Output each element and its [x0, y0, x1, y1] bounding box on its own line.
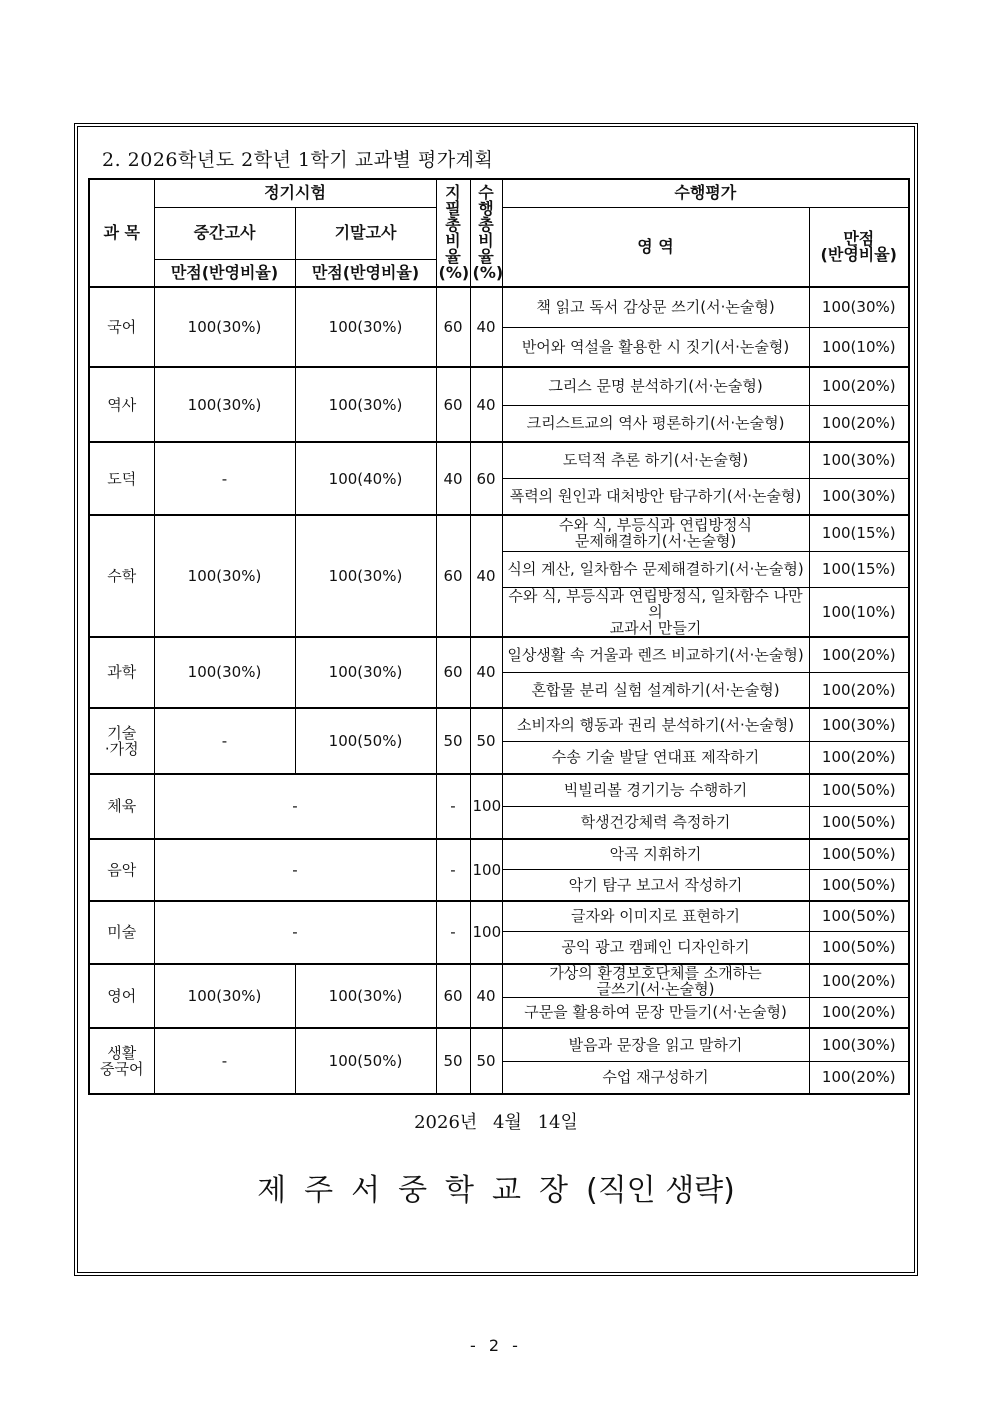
task-area [502, 807, 809, 839]
text-line: (%) [438, 263, 470, 282]
table-row [89, 637, 909, 673]
text-line: 그리스 문명 분석하기(서·논술형) [548, 377, 763, 396]
task-score: 100(20%) [809, 405, 909, 442]
task-area [502, 774, 809, 807]
table-row [89, 964, 909, 998]
text-line: 만점 [843, 228, 875, 248]
task-score: 100(50%) [809, 901, 909, 932]
midterm-score: 100(30%) [154, 964, 295, 1029]
midterm-score: 100(30%) [154, 367, 295, 442]
subject-name [89, 774, 154, 839]
text-line: 수와 식, 부등식과 연립방정식 [559, 516, 752, 535]
performance-ratio: 50 [470, 1028, 502, 1094]
task-score: 100(30%) [809, 442, 909, 478]
page-number: - 2 - [470, 1336, 522, 1355]
performance-ratio: 50 [470, 708, 502, 774]
subject-name [89, 515, 154, 637]
regular-exam-score: - [154, 839, 436, 901]
header-midterm-score: 만점(반영비율) [154, 259, 295, 287]
task-score: 100(30%) [809, 478, 909, 515]
text-line: 역사 [107, 395, 137, 414]
task-area [502, 442, 809, 478]
task-area [502, 673, 809, 708]
task-area [502, 932, 809, 964]
task-score: 100(50%) [809, 839, 909, 870]
task-area [502, 997, 809, 1028]
table-row [89, 287, 909, 327]
task-score: 100(20%) [809, 673, 909, 708]
task-score: 100(50%) [809, 807, 909, 839]
document-date: 2026년 4월 14일 [414, 1112, 578, 1133]
text-line: 폭력의 원인과 대처방안 탐구하기(서·논술형) [509, 487, 802, 506]
task-score: 100(20%) [809, 742, 909, 774]
header-performance: 수행평가 [502, 179, 909, 207]
header-area: 영 역 [502, 207, 809, 287]
written-ratio: 50 [436, 1028, 470, 1094]
header-written-total [436, 179, 470, 287]
task-area [502, 515, 809, 551]
task-area [502, 637, 809, 673]
task-score: 100(50%) [809, 870, 909, 901]
text-line: 학생건강체력 측정하기 [580, 813, 731, 832]
table-row [89, 1028, 909, 1061]
task-area [502, 839, 809, 870]
performance-ratio: 40 [470, 964, 502, 1029]
subject-name [89, 964, 154, 1029]
final-score: 100(40%) [295, 442, 436, 515]
table-row [89, 367, 909, 405]
task-score: 100(10%) [809, 327, 909, 367]
performance-ratio: 40 [470, 515, 502, 637]
text-line: (반영비율) [820, 244, 897, 264]
text-line: 수업 재구성하기 [602, 1068, 709, 1087]
task-score: 100(20%) [809, 964, 909, 998]
text-line: 지필 [445, 183, 461, 218]
text-line: 악곡 지휘하기 [609, 845, 702, 864]
task-score: 100(30%) [809, 708, 909, 742]
performance-ratio: 100 [470, 901, 502, 964]
task-score: 100(20%) [809, 637, 909, 673]
written-ratio: 60 [436, 367, 470, 442]
written-ratio: 60 [436, 287, 470, 367]
task-area [502, 742, 809, 774]
text-line: 가상의 환경보호단체를 소개하는 [549, 963, 762, 982]
text-line: 국어 [107, 318, 137, 336]
task-area [502, 587, 809, 637]
text-line: 비율 [445, 231, 461, 266]
performance-ratio: 40 [470, 367, 502, 442]
header-subject: 과 목 [89, 179, 154, 287]
midterm-score: 100(30%) [154, 637, 295, 708]
text-line: 글쓰기(서·논술형) [596, 979, 715, 998]
performance-ratio: 100 [470, 839, 502, 901]
task-score: 100(20%) [809, 367, 909, 405]
final-score: 100(30%) [295, 964, 436, 1029]
midterm-score: 100(30%) [154, 515, 295, 637]
text-line: 혼합물 분리 실험 설계하기(서·논술형) [531, 680, 780, 699]
section-title: 2. 2026학년도 2학년 1학기 교과별 평가계획 [102, 149, 494, 171]
text-line: 일상생활 속 거울과 렌즈 비교하기(서·논술형) [507, 645, 804, 664]
signer-note: (직인 생략) [586, 1173, 735, 1208]
text-line: 기술 [107, 723, 137, 742]
header-perf-score [809, 207, 909, 287]
text-line: 수송 기술 발달 연대표 제작하기 [551, 748, 760, 767]
table-row [89, 442, 909, 478]
task-score: 100(50%) [809, 774, 909, 807]
table-row [89, 515, 909, 551]
task-area [502, 708, 809, 742]
written-ratio: 50 [436, 708, 470, 774]
signer [0, 1165, 992, 1209]
task-score: 100(20%) [809, 997, 909, 1028]
table-row [89, 774, 909, 807]
task-area [502, 327, 809, 367]
text-line: 체육 [107, 797, 137, 815]
text-line: 반어와 역설을 활용한 시 짓기(서·논술형) [521, 337, 790, 356]
subject-name [89, 901, 154, 964]
task-area [502, 478, 809, 515]
text-line: 비율 [478, 231, 494, 266]
task-area [502, 1028, 809, 1061]
task-score: 100(15%) [809, 551, 909, 587]
midterm-score: - [154, 708, 295, 774]
text-line: 문제해결하기(서·논술형) [574, 532, 737, 551]
text-line: 책 읽고 독서 감상문 쓰기(서·논술형) [536, 298, 775, 317]
performance-ratio: 40 [470, 287, 502, 367]
text-line: 구문을 활용하여 문장 만들기(서·논술형) [524, 1003, 787, 1022]
text-line: 글자와 이미지로 표현하기 [571, 907, 740, 926]
subject-name [89, 287, 154, 367]
regular-exam-score: - [154, 901, 436, 964]
text-line: 수행 [478, 183, 494, 218]
subject-name [89, 708, 154, 774]
text-line: 악기 탐구 보고서 작성하기 [568, 875, 743, 894]
task-area [502, 870, 809, 901]
task-area [502, 367, 809, 405]
written-ratio: 40 [436, 442, 470, 515]
table-row [89, 708, 909, 742]
subject-name [89, 442, 154, 515]
text-line: 과학 [107, 663, 137, 681]
text-line: 수와 식, 부등식과 연립방정식, 일차함수 나만의 [508, 586, 803, 621]
written-ratio: - [436, 901, 470, 964]
text-line: 음악 [107, 860, 137, 879]
task-area [502, 964, 809, 998]
subject-name [89, 839, 154, 901]
task-score: 100(30%) [809, 287, 909, 327]
task-score: 100(50%) [809, 932, 909, 964]
final-score: 100(50%) [295, 708, 436, 774]
written-ratio: - [436, 839, 470, 901]
midterm-score: - [154, 442, 295, 515]
task-score: 100(15%) [809, 515, 909, 551]
text-line: 생활 [107, 1044, 137, 1062]
written-ratio: 60 [436, 515, 470, 637]
final-score: 100(50%) [295, 1028, 436, 1094]
table-row [89, 901, 909, 932]
task-area [502, 1061, 809, 1094]
text-line: 발음과 문장을 읽고 말하기 [568, 1035, 743, 1054]
text-line: 수학 [107, 566, 137, 585]
final-score: 100(30%) [295, 515, 436, 637]
text-line: 소비자의 행동과 권리 분석하기(서·논술형) [516, 715, 795, 734]
task-score: 100(30%) [809, 1028, 909, 1061]
text-line: 빅빌리볼 경기기능 수행하기 [563, 781, 748, 800]
header-regular-exam: 정기시험 [154, 179, 436, 207]
header-midterm: 중간고사 [154, 207, 295, 259]
text-line: ·가정 [104, 739, 139, 758]
text-line: 미술 [107, 923, 137, 941]
header-final-score: 만점(반영비율) [295, 259, 436, 287]
text-line: 중국어 [100, 1060, 144, 1078]
table-row [89, 839, 909, 870]
text-line: 총 [478, 215, 494, 234]
final-score: 100(30%) [295, 287, 436, 367]
performance-ratio: 100 [470, 774, 502, 839]
text-line: (%) [472, 263, 504, 282]
header-final: 기말고사 [295, 207, 436, 259]
text-line: 총 [445, 215, 461, 234]
final-score: 100(30%) [295, 637, 436, 708]
subject-name [89, 637, 154, 708]
evaluation-plan-table [88, 178, 910, 1095]
text-line: 영어 [107, 986, 137, 1005]
task-area [502, 551, 809, 587]
regular-exam-score: - [154, 774, 436, 839]
task-area [502, 901, 809, 932]
task-area [502, 405, 809, 442]
text-line: 공익 광고 캠페인 디자인하기 [561, 938, 750, 957]
performance-ratio: 60 [470, 442, 502, 515]
midterm-score: - [154, 1028, 295, 1094]
subject-name [89, 1028, 154, 1094]
task-score: 100(20%) [809, 1061, 909, 1094]
task-area [502, 287, 809, 327]
written-ratio: 60 [436, 637, 470, 708]
text-line: 크리스트교의 역사 평론하기(서·논술형) [526, 414, 785, 433]
text-line: 교과서 만들기 [609, 618, 702, 637]
text-line: 도덕적 추론 하기(서·논술형) [562, 451, 749, 470]
written-ratio: 60 [436, 964, 470, 1029]
task-score: 100(10%) [809, 587, 909, 637]
performance-ratio: 40 [470, 637, 502, 708]
midterm-score: 100(30%) [154, 287, 295, 367]
final-score: 100(30%) [295, 367, 436, 442]
subject-name [89, 367, 154, 442]
written-ratio: - [436, 774, 470, 839]
signer-name: 제주서중학교장 [257, 1173, 586, 1208]
text-line: 식의 계산, 일차함수 문제해결하기(서·논술형) [507, 560, 804, 578]
text-line: 도덕 [107, 469, 137, 488]
header-perf-total [470, 179, 502, 287]
